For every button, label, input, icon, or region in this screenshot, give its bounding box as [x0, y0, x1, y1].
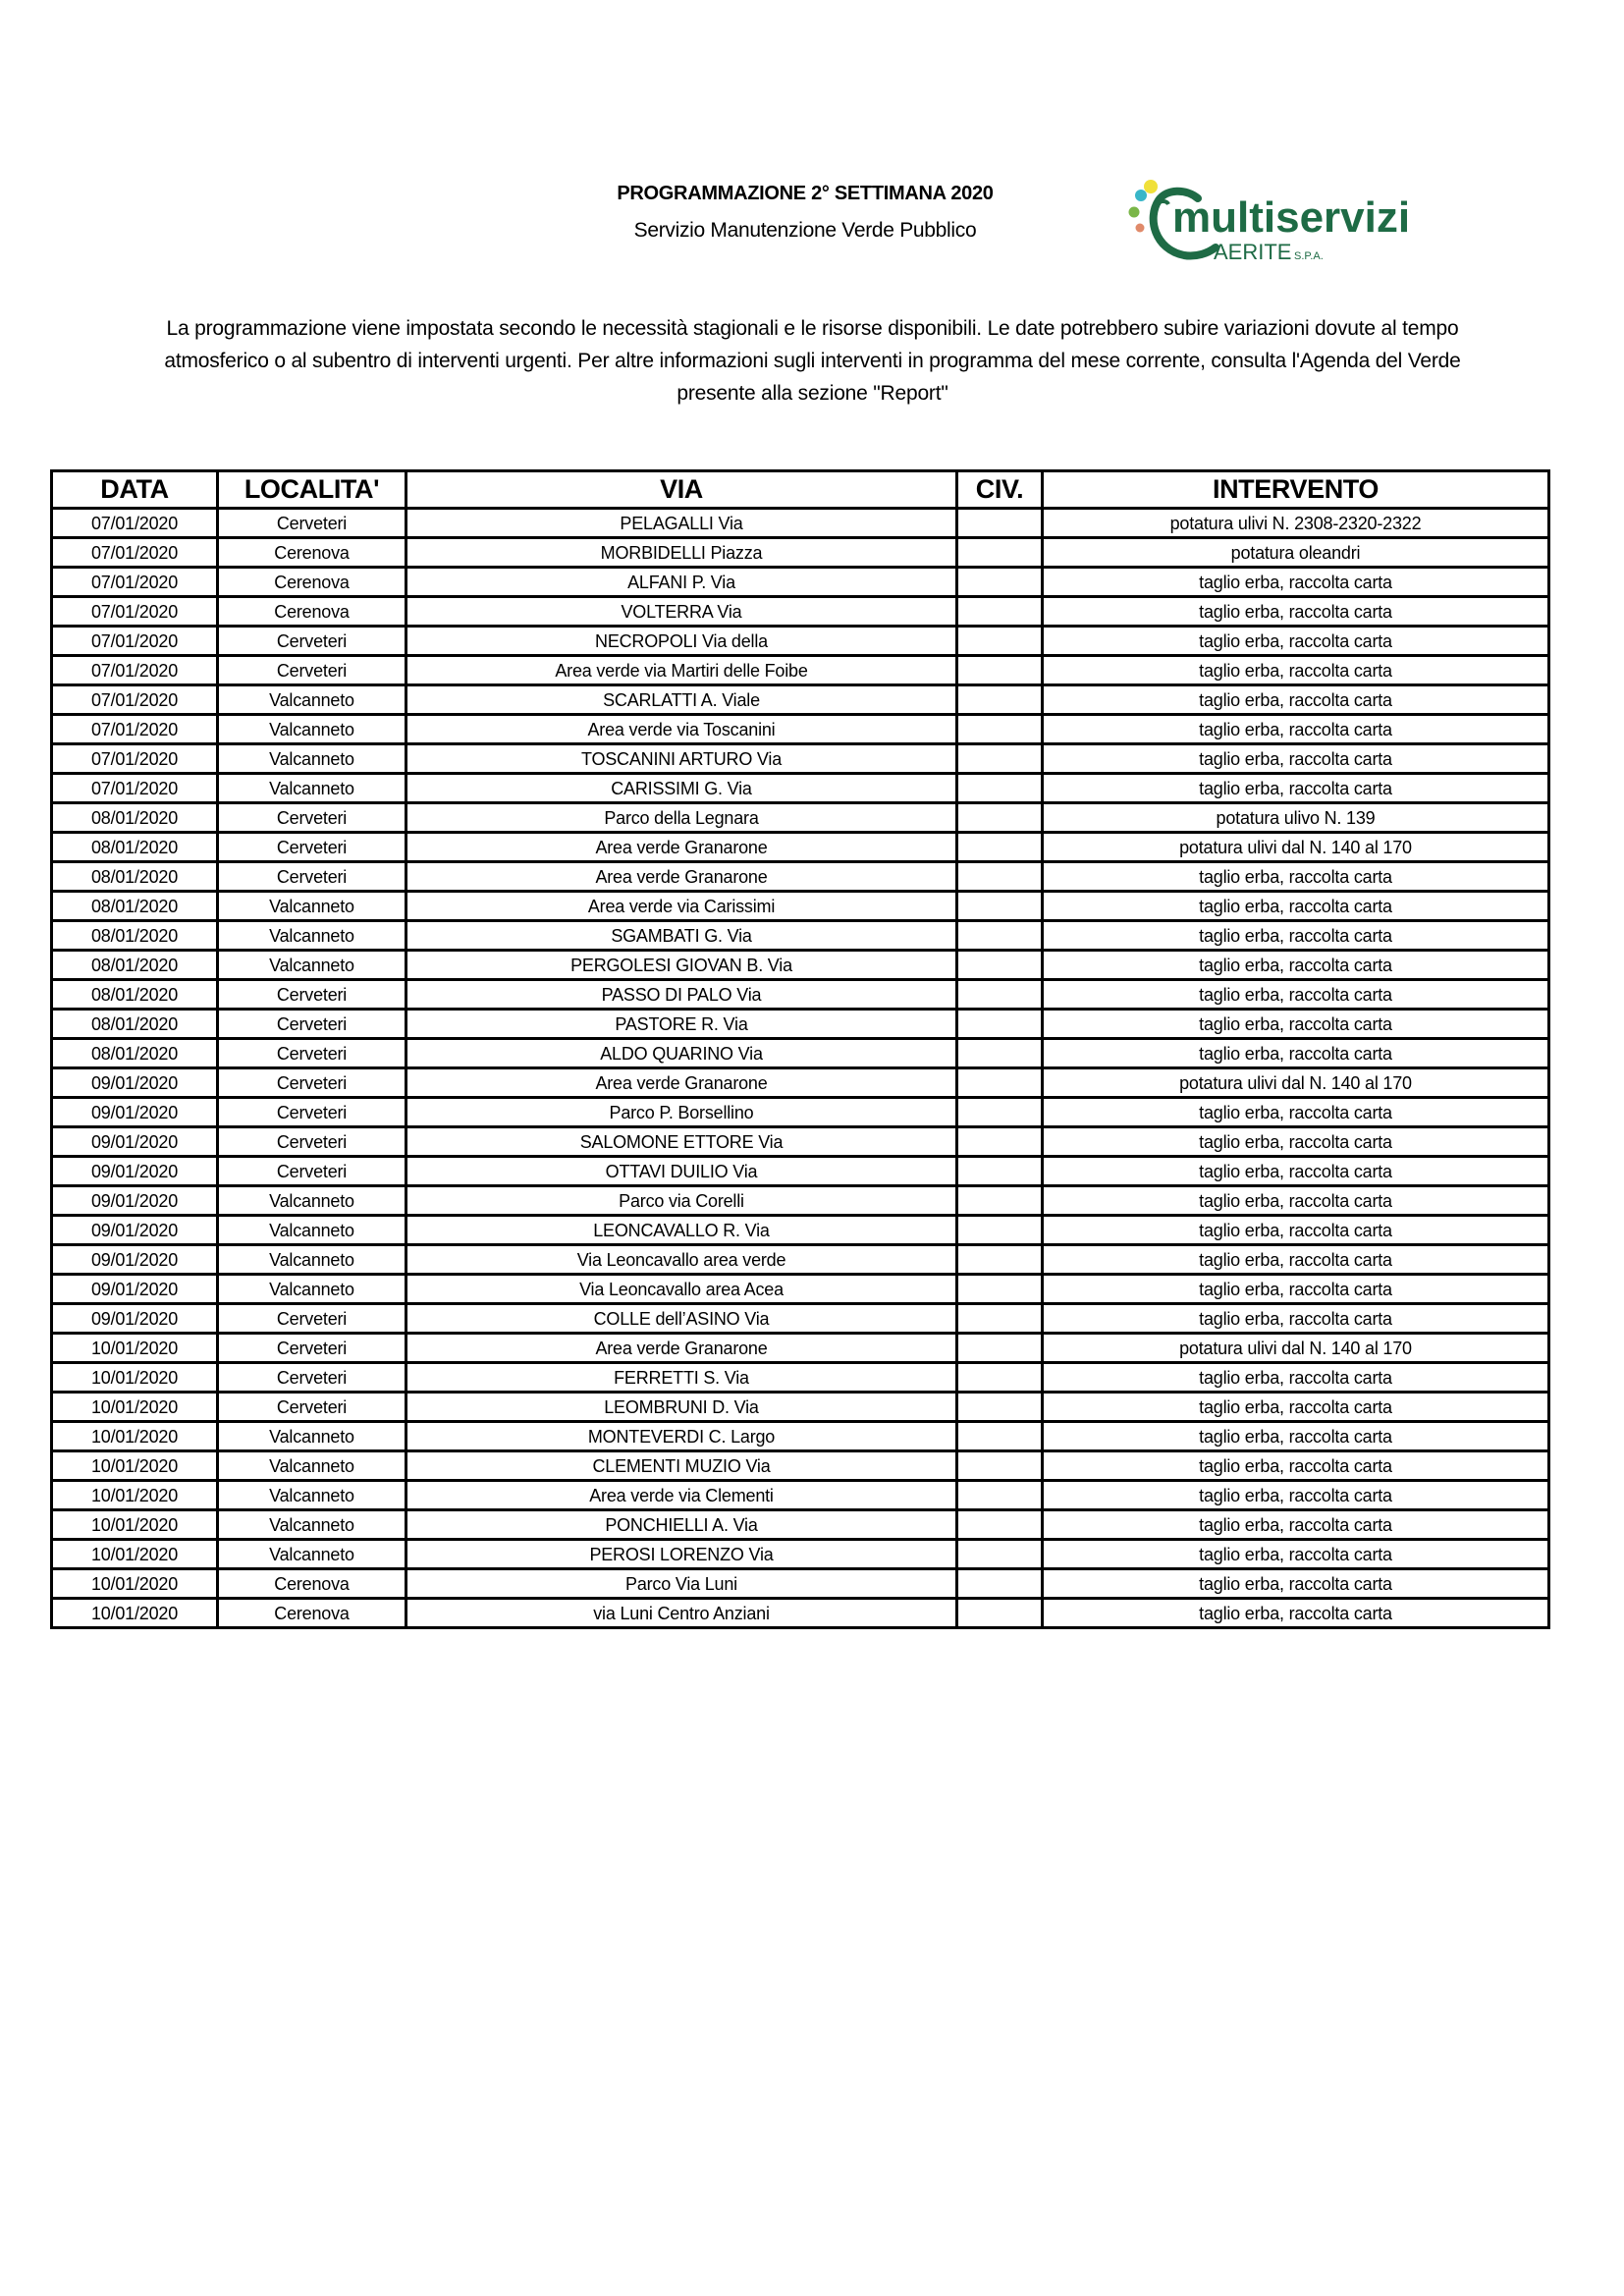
cell-data: 10/01/2020 [52, 1569, 218, 1599]
cell-civ [957, 1540, 1043, 1569]
cell-civ [957, 1039, 1043, 1068]
cell-data: 09/01/2020 [52, 1186, 218, 1216]
intro-line-1: La programmazione viene impostata secondo le necessità stagionali e le risorse disponibili. Le date potrebbero subire variazioni dovute al tempo [166, 317, 1459, 340]
intro-line-2: atmosferico o al subentro di interventi urgenti. Per altre informazioni sugli interventi in programma del mese corrente, consulta l'Agenda del Verde [164, 350, 1461, 372]
cell-intervento: taglio erba, raccolta carta [1043, 1245, 1549, 1275]
table-row [52, 892, 1549, 921]
cell-intervento: taglio erba, raccolta carta [1043, 1481, 1549, 1510]
cell-data: 07/01/2020 [52, 715, 218, 744]
cell-localita: Valcanneto [218, 1540, 406, 1569]
table-row [52, 1216, 1549, 1245]
table-row [52, 597, 1549, 627]
cell-data: 10/01/2020 [52, 1540, 218, 1569]
cell-intervento: taglio erba, raccolta carta [1043, 862, 1549, 892]
cell-intervento: potatura ulivi dal N. 140 al 170 [1043, 1334, 1549, 1363]
cell-civ [957, 803, 1043, 833]
cell-civ [957, 1334, 1043, 1363]
table-row [52, 656, 1549, 685]
table-row [52, 1451, 1549, 1481]
cell-civ [957, 597, 1043, 627]
cell-via: Area verde via Carissimi [406, 892, 957, 921]
cell-civ [957, 1127, 1043, 1157]
cell-data: 07/01/2020 [52, 685, 218, 715]
cell-data: 08/01/2020 [52, 833, 218, 862]
cell-civ [957, 1098, 1043, 1127]
cell-intervento: taglio erba, raccolta carta [1043, 1540, 1549, 1569]
cell-intervento: taglio erba, raccolta carta [1043, 1010, 1549, 1039]
cell-data: 07/01/2020 [52, 656, 218, 685]
cell-localita: Cerveteri [218, 1098, 406, 1127]
cell-data: 08/01/2020 [52, 1039, 218, 1068]
cell-civ [957, 1068, 1043, 1098]
cell-data: 09/01/2020 [52, 1068, 218, 1098]
table-row [52, 1393, 1549, 1422]
cell-civ [957, 1010, 1043, 1039]
cell-intervento: potatura oleandri [1043, 538, 1549, 568]
cell-data: 10/01/2020 [52, 1510, 218, 1540]
cell-via: PELAGALLI Via [406, 509, 957, 538]
cell-localita: Valcanneto [218, 1451, 406, 1481]
cell-localita: Valcanneto [218, 1275, 406, 1304]
cell-via: via Luni Centro Anziani [406, 1599, 957, 1628]
cell-data: 07/01/2020 [52, 568, 218, 597]
cell-data: 08/01/2020 [52, 892, 218, 921]
column-header-intervento: INTERVENTO [1043, 471, 1549, 509]
multiservizi-caerite-logo-icon [1127, 179, 1451, 267]
cell-localita: Cerveteri [218, 862, 406, 892]
cell-intervento: taglio erba, raccolta carta [1043, 1127, 1549, 1157]
cell-civ [957, 1275, 1043, 1304]
cell-localita: Cerveteri [218, 1157, 406, 1186]
cell-data: 08/01/2020 [52, 803, 218, 833]
cell-localita: Valcanneto [218, 1510, 406, 1540]
cell-civ [957, 1422, 1043, 1451]
cell-data: 10/01/2020 [52, 1334, 218, 1363]
cell-civ [957, 1245, 1043, 1275]
column-header-data: DATA [52, 471, 218, 509]
cell-intervento: potatura ulivi dal N. 140 al 170 [1043, 833, 1549, 862]
cell-intervento: taglio erba, raccolta carta [1043, 597, 1549, 627]
cell-via: Via Leoncavallo area verde [406, 1245, 957, 1275]
cell-localita: Valcanneto [218, 685, 406, 715]
table-row [52, 1569, 1549, 1599]
table-row [52, 1304, 1549, 1334]
cell-intervento: taglio erba, raccolta carta [1043, 1304, 1549, 1334]
cell-civ [957, 568, 1043, 597]
cell-localita: Cerenova [218, 1599, 406, 1628]
cell-data: 10/01/2020 [52, 1363, 218, 1393]
column-header-localita: LOCALITA' [218, 471, 406, 509]
cell-via: MORBIDELLI Piazza [406, 538, 957, 568]
cell-data: 09/01/2020 [52, 1245, 218, 1275]
cell-intervento: taglio erba, raccolta carta [1043, 1422, 1549, 1451]
cell-civ [957, 1216, 1043, 1245]
cell-via: PASSO DI PALO Via [406, 980, 957, 1010]
cell-data: 10/01/2020 [52, 1451, 218, 1481]
cell-data: 10/01/2020 [52, 1393, 218, 1422]
table-row [52, 715, 1549, 744]
cell-intervento: taglio erba, raccolta carta [1043, 1157, 1549, 1186]
cell-localita: Cerenova [218, 1569, 406, 1599]
cell-data: 08/01/2020 [52, 1010, 218, 1039]
table-row [52, 627, 1549, 656]
cell-via: VOLTERRA Via [406, 597, 957, 627]
cell-via: Parco via Corelli [406, 1186, 957, 1216]
cell-intervento: taglio erba, raccolta carta [1043, 1393, 1549, 1422]
cell-localita: Valcanneto [218, 1245, 406, 1275]
cell-intervento: potatura ulivi dal N. 140 al 170 [1043, 1068, 1549, 1098]
cell-localita: Cerenova [218, 568, 406, 597]
cell-intervento: taglio erba, raccolta carta [1043, 1363, 1549, 1393]
cell-localita: Valcanneto [218, 921, 406, 951]
cell-localita: Cerveteri [218, 1363, 406, 1393]
table-row [52, 980, 1549, 1010]
cell-civ [957, 1569, 1043, 1599]
cell-localita: Valcanneto [218, 1422, 406, 1451]
cell-civ [957, 1451, 1043, 1481]
cell-data: 09/01/2020 [52, 1098, 218, 1127]
cell-data: 08/01/2020 [52, 921, 218, 951]
cell-localita: Cerveteri [218, 1304, 406, 1334]
cell-via: OTTAVI DUILIO Via [406, 1157, 957, 1186]
cell-via: PASTORE R. Via [406, 1010, 957, 1039]
cell-intervento: taglio erba, raccolta carta [1043, 1599, 1549, 1628]
cell-localita: Valcanneto [218, 1186, 406, 1216]
cell-via: Area verde Granarone [406, 1334, 957, 1363]
cell-via: Area verde via Toscanini [406, 715, 957, 744]
table-row [52, 951, 1549, 980]
cell-via: Area verde Granarone [406, 1068, 957, 1098]
column-header-civ: CIV. [957, 471, 1043, 509]
cell-civ [957, 1157, 1043, 1186]
cell-intervento: taglio erba, raccolta carta [1043, 1569, 1549, 1599]
svg-text:AERITE: AERITE [1214, 240, 1292, 264]
cell-data: 08/01/2020 [52, 980, 218, 1010]
table-row [52, 1157, 1549, 1186]
cell-via: PONCHIELLI A. Via [406, 1510, 957, 1540]
cell-data: 07/01/2020 [52, 597, 218, 627]
cell-via: PEROSI LORENZO Via [406, 1540, 957, 1569]
cell-via: ALFANI P. Via [406, 568, 957, 597]
cell-via: Parco della Legnara [406, 803, 957, 833]
cell-civ [957, 833, 1043, 862]
cell-via: Parco P. Borsellino [406, 1098, 957, 1127]
table-row [52, 509, 1549, 538]
table-row [52, 1599, 1549, 1628]
cell-intervento: taglio erba, raccolta carta [1043, 568, 1549, 597]
document-subtitle: Servizio Manutenzione Verde Pubblico [633, 219, 977, 242]
table-row [52, 1422, 1549, 1451]
cell-localita: Valcanneto [218, 1216, 406, 1245]
table-row [52, 744, 1549, 774]
intro-line-3: presente alla sezione "Report" [677, 382, 948, 405]
cell-localita: Cerveteri [218, 1039, 406, 1068]
cell-civ [957, 862, 1043, 892]
cell-via: PERGOLESI GIOVAN B. Via [406, 951, 957, 980]
cell-localita: Valcanneto [218, 774, 406, 803]
cell-intervento: taglio erba, raccolta carta [1043, 656, 1549, 685]
document-title: PROGRAMMAZIONE 2° SETTIMANA 2020 [617, 183, 994, 204]
cell-civ [957, 627, 1043, 656]
table-row [52, 833, 1549, 862]
cell-civ [957, 921, 1043, 951]
cell-intervento: taglio erba, raccolta carta [1043, 715, 1549, 744]
table-row [52, 1010, 1549, 1039]
cell-via: SALOMONE ETTORE Via [406, 1127, 957, 1157]
cell-via: Area verde Granarone [406, 833, 957, 862]
cell-localita: Valcanneto [218, 715, 406, 744]
cell-intervento: taglio erba, raccolta carta [1043, 1510, 1549, 1540]
cell-via: SGAMBATI G. Via [406, 921, 957, 951]
cell-localita: Cerenova [218, 597, 406, 627]
cell-data: 09/01/2020 [52, 1275, 218, 1304]
cell-via: Area verde Granarone [406, 862, 957, 892]
intro-paragraph [54, 312, 1571, 410]
cell-data: 10/01/2020 [52, 1599, 218, 1628]
cell-civ [957, 1481, 1043, 1510]
cell-intervento: taglio erba, raccolta carta [1043, 1098, 1549, 1127]
cell-data: 07/01/2020 [52, 744, 218, 774]
cell-civ [957, 1304, 1043, 1334]
cell-intervento: taglio erba, raccolta carta [1043, 627, 1549, 656]
table-row [52, 1334, 1549, 1363]
cell-intervento: taglio erba, raccolta carta [1043, 892, 1549, 921]
cell-localita: Cerveteri [218, 803, 406, 833]
table-row [52, 1540, 1549, 1569]
cell-localita: Valcanneto [218, 892, 406, 921]
cell-via: ALDO QUARINO Via [406, 1039, 957, 1068]
table-row [52, 1363, 1549, 1393]
cell-via: LEONCAVALLO R. Via [406, 1216, 957, 1245]
cell-localita: Cerenova [218, 538, 406, 568]
cell-via: MONTEVERDI C. Largo [406, 1422, 957, 1451]
table-row [52, 685, 1549, 715]
table-row [52, 1510, 1549, 1540]
cell-localita: Valcanneto [218, 951, 406, 980]
cell-localita: Cerveteri [218, 1393, 406, 1422]
cell-civ [957, 685, 1043, 715]
cell-via: Parco Via Luni [406, 1569, 957, 1599]
cell-data: 08/01/2020 [52, 862, 218, 892]
cell-intervento: potatura ulivi N. 2308-2320-2322 [1043, 509, 1549, 538]
cell-data: 09/01/2020 [52, 1216, 218, 1245]
cell-localita: Cerveteri [218, 627, 406, 656]
cell-data: 07/01/2020 [52, 774, 218, 803]
cell-via: TOSCANINI ARTURO Via [406, 744, 957, 774]
cell-localita: Valcanneto [218, 1481, 406, 1510]
cell-intervento: taglio erba, raccolta carta [1043, 1451, 1549, 1481]
cell-intervento: taglio erba, raccolta carta [1043, 1039, 1549, 1068]
cell-localita: Valcanneto [218, 744, 406, 774]
cell-civ [957, 715, 1043, 744]
cell-civ [957, 656, 1043, 685]
cell-localita: Cerveteri [218, 833, 406, 862]
table-header-row [52, 471, 1549, 509]
cell-civ [957, 1510, 1043, 1540]
cell-localita: Cerveteri [218, 509, 406, 538]
cell-civ [957, 744, 1043, 774]
table-row [52, 568, 1549, 597]
cell-data: 10/01/2020 [52, 1422, 218, 1451]
cell-data: 09/01/2020 [52, 1157, 218, 1186]
cell-intervento: taglio erba, raccolta carta [1043, 685, 1549, 715]
cell-data: 09/01/2020 [52, 1304, 218, 1334]
cell-intervento: taglio erba, raccolta carta [1043, 1186, 1549, 1216]
svg-text:multiservizi: multiservizi [1172, 193, 1411, 242]
cell-intervento: taglio erba, raccolta carta [1043, 774, 1549, 803]
cell-via: LEOMBRUNI D. Via [406, 1393, 957, 1422]
cell-localita: Cerveteri [218, 1068, 406, 1098]
table-row [52, 1186, 1549, 1216]
cell-via: Area verde via Martiri delle Foibe [406, 656, 957, 685]
table-row [52, 1481, 1549, 1510]
column-header-via: VIA [406, 471, 957, 509]
cell-intervento: taglio erba, raccolta carta [1043, 1275, 1549, 1304]
cell-data: 09/01/2020 [52, 1127, 218, 1157]
cell-intervento: taglio erba, raccolta carta [1043, 951, 1549, 980]
schedule-table [50, 469, 1550, 1629]
cell-data: 07/01/2020 [52, 509, 218, 538]
table-body [52, 509, 1549, 1628]
cell-via: Area verde via Clementi [406, 1481, 957, 1510]
cell-intervento: taglio erba, raccolta carta [1043, 744, 1549, 774]
cell-data: 07/01/2020 [52, 538, 218, 568]
cell-civ [957, 1363, 1043, 1393]
cell-localita: Cerveteri [218, 656, 406, 685]
cell-via: FERRETTI S. Via [406, 1363, 957, 1393]
cell-via: NECROPOLI Via della [406, 627, 957, 656]
cell-civ [957, 1186, 1043, 1216]
cell-data: 10/01/2020 [52, 1481, 218, 1510]
cell-data: 08/01/2020 [52, 951, 218, 980]
cell-civ [957, 538, 1043, 568]
cell-via: CARISSIMI G. Via [406, 774, 957, 803]
cell-civ [957, 980, 1043, 1010]
cell-via: SCARLATTI A. Viale [406, 685, 957, 715]
table-row [52, 1039, 1549, 1068]
cell-localita: Cerveteri [218, 980, 406, 1010]
cell-via: CLEMENTI MUZIO Via [406, 1451, 957, 1481]
cell-intervento: taglio erba, raccolta carta [1043, 921, 1549, 951]
cell-via: Via Leoncavallo area Acea [406, 1275, 957, 1304]
cell-localita: Cerveteri [218, 1127, 406, 1157]
table-row [52, 1275, 1549, 1304]
table-row [52, 538, 1549, 568]
cell-civ [957, 509, 1043, 538]
table-row [52, 1245, 1549, 1275]
cell-data: 07/01/2020 [52, 627, 218, 656]
table-row [52, 1127, 1549, 1157]
cell-civ [957, 1393, 1043, 1422]
table-row [52, 862, 1549, 892]
svg-text:S.P.A.: S.P.A. [1294, 250, 1324, 262]
cell-intervento: taglio erba, raccolta carta [1043, 980, 1549, 1010]
table-row [52, 803, 1549, 833]
cell-intervento: taglio erba, raccolta carta [1043, 1216, 1549, 1245]
cell-civ [957, 1599, 1043, 1628]
table-row [52, 774, 1549, 803]
cell-civ [957, 892, 1043, 921]
cell-civ [957, 951, 1043, 980]
cell-via: COLLE dell’ASINO Via [406, 1304, 957, 1334]
table-row [52, 1098, 1549, 1127]
cell-intervento: potatura ulivo N. 139 [1043, 803, 1549, 833]
cell-civ [957, 774, 1043, 803]
cell-localita: Cerveteri [218, 1010, 406, 1039]
table-row [52, 921, 1549, 951]
table-row [52, 1068, 1549, 1098]
cell-localita: Cerveteri [218, 1334, 406, 1363]
